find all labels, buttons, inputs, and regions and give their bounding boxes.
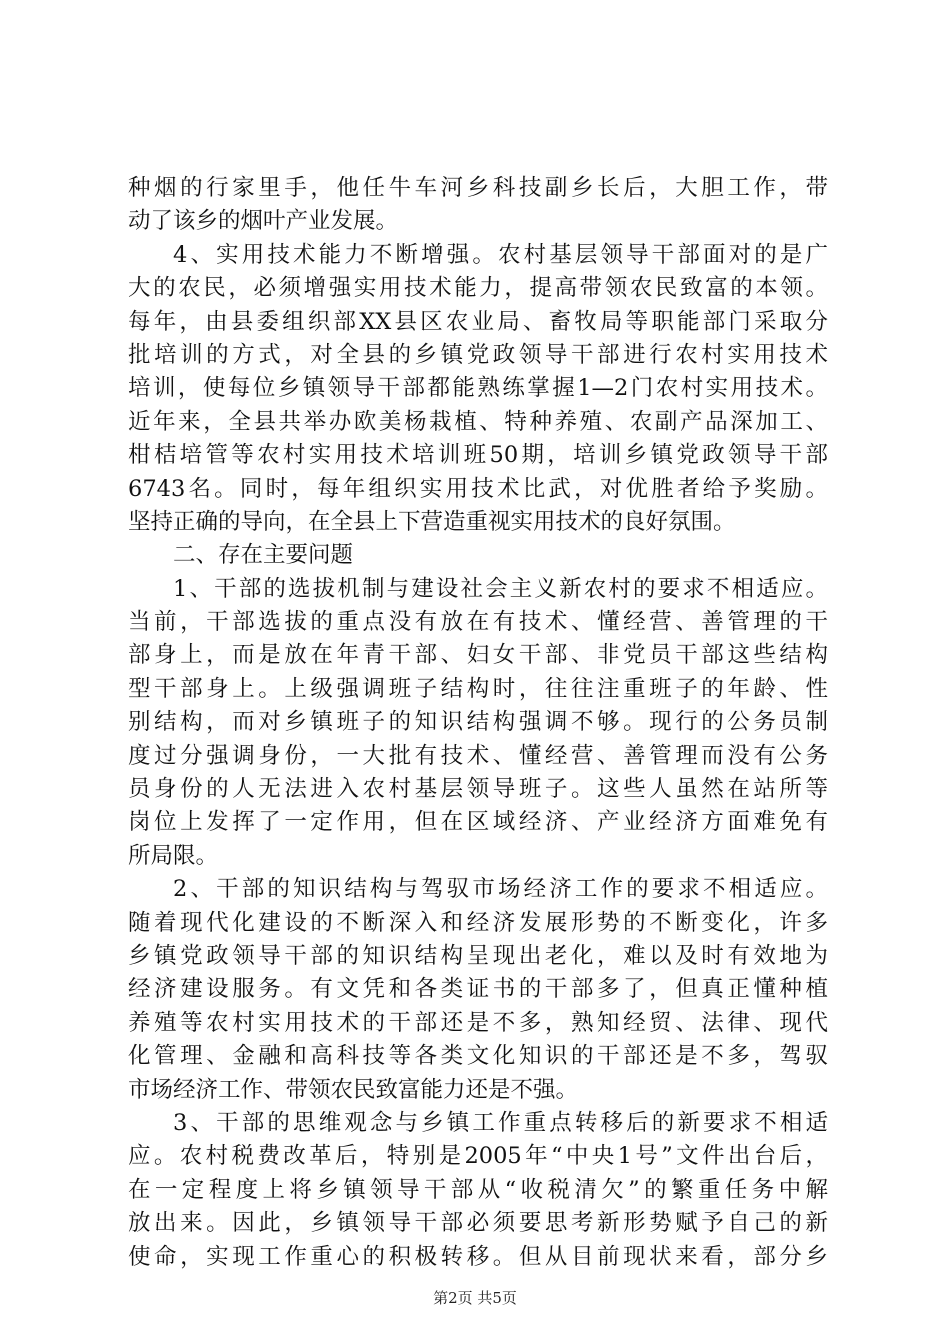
text-line: 坚持正确的导向，在全县上下营造重视实用技术的良好氛围。 (128, 508, 736, 535)
text-line: 二、存在主要问题 (173, 542, 354, 569)
text-line: 在一定程度上将乡镇领导干部从“收税清欠”的繁重任务中解 (128, 1176, 828, 1203)
text-line: 型干部身上。上级强调班子结构时，往往注重班子的年龄、性 (128, 675, 828, 702)
text-line: 养殖等农村实用技术的干部还是不多，熟知经贸、法律、现代 (128, 1009, 828, 1036)
text-line: 别结构，而对乡镇班子的知识结构强调不够。现行的公务员制 (128, 709, 828, 736)
text-line: 批培训的方式，对全县的乡镇党政领导干部进行农村实用技术 (128, 341, 828, 368)
text-line: 培训，使每位乡镇领导干部都能熟练掌握1—2门农村实用技术。 (128, 375, 828, 402)
text-line: 6743名。同时，每年组织实用技术比武，对优胜者给予奖励。 (128, 475, 828, 502)
text-line: 放出来。因此，乡镇领导干部必须要思考新形势赋予自己的新 (128, 1210, 828, 1237)
text-line: 柑桔培管等农村实用技术培训班50期，培训乡镇党政领导干部 (128, 442, 828, 469)
text-line: 经济建设服务。有文凭和各类证书的干部多了，但真正懂种植 (128, 976, 828, 1003)
text-line: 市场经济工作、带领农民致富能力还是不强。 (128, 1076, 579, 1103)
body-text (128, 172, 828, 1274)
text-line: 乡镇党政领导干部的知识结构呈现出老化，难以及时有效地为 (128, 942, 828, 969)
text-line: 1、干部的选拔机制与建设社会主义新农村的要求不相适应。 (173, 575, 828, 602)
text-line: 化管理、金融和高科技等各类文化知识的干部还是不多，驾驭 (128, 1043, 828, 1070)
text-line: 动了该乡的烟叶产业发展。 (128, 208, 399, 235)
text-line: 当前，干部选拔的重点没有放在有技术、懂经营、善管理的干 (128, 609, 828, 636)
text-line: 4、实用技术能力不断增强。农村基层领导干部面对的是广 (173, 241, 828, 268)
text-line: 近年来，全县共举办欧美杨栽植、特种养殖、农副产品深加工、 (128, 408, 828, 435)
page-footer: 第2页 共5页 (433, 1289, 517, 1307)
text-line: 岗位上发挥了一定作用，但在区域经济、产业经济方面难免有 (128, 809, 828, 836)
text-line: 大的农民，必须增强实用技术能力，提高带领农民致富的本领。 (128, 275, 828, 302)
text-line: 种烟的行家里手，他任牛车河乡科技副乡长后，大胆工作，带 (128, 175, 828, 201)
text-line: 所局限。 (128, 842, 219, 869)
text-line: 度过分强调身份，一大批有技术、懂经营、善管理而没有公务 (128, 742, 828, 769)
text-line: 2、干部的知识结构与驾驭市场经济工作的要求不相适应。 (173, 876, 828, 903)
text-line: 使命，实现工作重心的积极转移。但从目前现状来看，部分乡 (128, 1243, 828, 1270)
text-line: 部身上，而是放在年青干部、妇女干部、非党员干部这些结构 (128, 642, 828, 669)
text-line: 随着现代化建设的不断深入和经济发展形势的不断变化，许多 (128, 909, 828, 936)
text-line: 应。农村税费改革后，特别是2005年“中央1号”文件出台后， (128, 1143, 828, 1170)
text-line: 员身份的人无法进入农村基层领导班子。这些人虽然在站所等 (128, 776, 828, 803)
text-line: 3、干部的思维观念与乡镇工作重点转移后的新要求不相适 (173, 1109, 828, 1136)
text-line: 每年，由县委组织部XX县区农业局、畜牧局等职能部门采取分 (128, 308, 828, 335)
